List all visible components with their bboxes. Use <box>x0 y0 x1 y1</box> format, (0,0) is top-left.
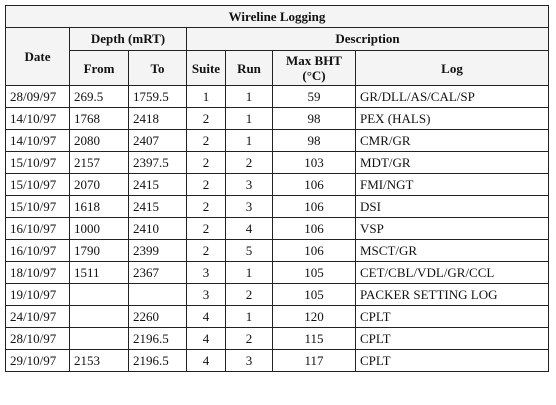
cell-log: MDT/GR <box>356 152 549 174</box>
wireline-logging-table-container <box>5 5 548 372</box>
header-description: Description <box>187 28 549 51</box>
cell-run: 2 <box>226 152 273 174</box>
cell-from: 1618 <box>70 196 129 218</box>
table-row <box>6 130 549 152</box>
cell-date: 19/10/97 <box>6 284 70 306</box>
cell-log: DSI <box>356 196 549 218</box>
cell-run: 1 <box>226 306 273 328</box>
header-date: Date <box>6 28 70 86</box>
cell-from <box>70 306 129 328</box>
header-run: Run <box>226 51 273 86</box>
cell-log: MSCT/GR <box>356 240 549 262</box>
cell-from: 1768 <box>70 108 129 130</box>
cell-date: 28/10/97 <box>6 328 70 350</box>
cell-from: 2070 <box>70 174 129 196</box>
header-suite: Suite <box>187 51 226 86</box>
table-row <box>6 350 549 372</box>
cell-max-bht: 115 <box>273 328 356 350</box>
cell-run: 4 <box>226 218 273 240</box>
cell-run: 2 <box>226 328 273 350</box>
cell-to: 2415 <box>129 196 187 218</box>
cell-to: 2397.5 <box>129 152 187 174</box>
cell-max-bht: 120 <box>273 306 356 328</box>
cell-log: CPLT <box>356 306 549 328</box>
header-max-bht <box>273 51 356 86</box>
cell-log: VSP <box>356 218 549 240</box>
cell-max-bht: 98 <box>273 108 356 130</box>
cell-suite: 3 <box>187 284 226 306</box>
cell-from: 2080 <box>70 130 129 152</box>
cell-date: 28/09/97 <box>6 86 70 108</box>
cell-to: 2367 <box>129 262 187 284</box>
cell-from: 2157 <box>70 152 129 174</box>
cell-date: 24/10/97 <box>6 306 70 328</box>
table-row <box>6 174 549 196</box>
cell-suite: 2 <box>187 218 226 240</box>
cell-suite: 2 <box>187 174 226 196</box>
cell-max-bht: 117 <box>273 350 356 372</box>
cell-run: 1 <box>226 130 273 152</box>
cell-suite: 2 <box>187 108 226 130</box>
cell-suite: 2 <box>187 196 226 218</box>
cell-from: 1790 <box>70 240 129 262</box>
cell-run: 3 <box>226 174 273 196</box>
cell-date: 14/10/97 <box>6 108 70 130</box>
cell-log: CPLT <box>356 328 549 350</box>
cell-max-bht: 59 <box>273 86 356 108</box>
cell-date: 16/10/97 <box>6 240 70 262</box>
cell-run: 1 <box>226 108 273 130</box>
cell-log: CMR/GR <box>356 130 549 152</box>
header-to: To <box>129 51 187 86</box>
cell-date: 15/10/97 <box>6 152 70 174</box>
wireline-logging-table <box>5 5 549 372</box>
cell-max-bht: 106 <box>273 196 356 218</box>
cell-log: FMI/NGT <box>356 174 549 196</box>
cell-from: 269.5 <box>70 86 129 108</box>
cell-to: 1759.5 <box>129 86 187 108</box>
cell-suite: 3 <box>187 262 226 284</box>
cell-to: 2196.5 <box>129 328 187 350</box>
cell-max-bht: 105 <box>273 284 356 306</box>
table-row <box>6 196 549 218</box>
cell-to: 2410 <box>129 218 187 240</box>
cell-to: 2399 <box>129 240 187 262</box>
cell-date: 15/10/97 <box>6 196 70 218</box>
cell-date: 16/10/97 <box>6 218 70 240</box>
cell-log: PEX (HALS) <box>356 108 549 130</box>
table-row <box>6 328 549 350</box>
cell-to: 2415 <box>129 174 187 196</box>
cell-max-bht: 106 <box>273 174 356 196</box>
cell-run: 1 <box>226 86 273 108</box>
cell-log: PACKER SETTING LOG <box>356 284 549 306</box>
table-row <box>6 306 549 328</box>
header-max-bht-line1: Max BHT <box>286 53 342 68</box>
table-row <box>6 284 549 306</box>
cell-to: 2196.5 <box>129 350 187 372</box>
cell-from: 2153 <box>70 350 129 372</box>
table-row <box>6 262 549 284</box>
cell-suite: 4 <box>187 306 226 328</box>
cell-suite: 2 <box>187 152 226 174</box>
table-title-text: Wireline Logging <box>228 8 326 24</box>
table-row <box>6 240 549 262</box>
cell-run: 3 <box>226 196 273 218</box>
table-row <box>6 108 549 130</box>
cell-to: 2260 <box>129 306 187 328</box>
cell-suite: 4 <box>187 328 226 350</box>
cell-suite: 2 <box>187 240 226 262</box>
cell-from: 1000 <box>70 218 129 240</box>
cell-from <box>70 284 129 306</box>
cell-to: 2418 <box>129 108 187 130</box>
cell-log: GR/DLL/AS/CAL/SP <box>356 86 549 108</box>
cell-to <box>129 284 187 306</box>
table-row <box>6 218 549 240</box>
cell-max-bht: 105 <box>273 262 356 284</box>
cell-suite: 4 <box>187 350 226 372</box>
cell-run: 5 <box>226 240 273 262</box>
cell-date: 14/10/97 <box>6 130 70 152</box>
cell-max-bht: 103 <box>273 152 356 174</box>
cell-suite: 1 <box>187 86 226 108</box>
cell-log: CET/CBL/VDL/GR/CCL <box>356 262 549 284</box>
header-log: Log <box>356 51 549 86</box>
cell-log: CPLT <box>356 350 549 372</box>
header-from: From <box>70 51 129 86</box>
cell-from <box>70 328 129 350</box>
header-max-bht-line2: (°C) <box>302 68 326 83</box>
cell-run: 1 <box>226 262 273 284</box>
cell-date: 15/10/97 <box>6 174 70 196</box>
table-row <box>6 152 549 174</box>
header-depth: Depth (mRT) <box>70 28 187 51</box>
cell-max-bht: 98 <box>273 130 356 152</box>
table-row <box>6 86 549 108</box>
cell-run: 2 <box>226 284 273 306</box>
table-title <box>6 6 549 28</box>
cell-suite: 2 <box>187 130 226 152</box>
cell-to: 2407 <box>129 130 187 152</box>
cell-from: 1511 <box>70 262 129 284</box>
cell-max-bht: 106 <box>273 240 356 262</box>
cell-date: 29/10/97 <box>6 350 70 372</box>
cell-run: 3 <box>226 350 273 372</box>
table-body <box>6 86 549 372</box>
cell-max-bht: 106 <box>273 218 356 240</box>
cell-date: 18/10/97 <box>6 262 70 284</box>
